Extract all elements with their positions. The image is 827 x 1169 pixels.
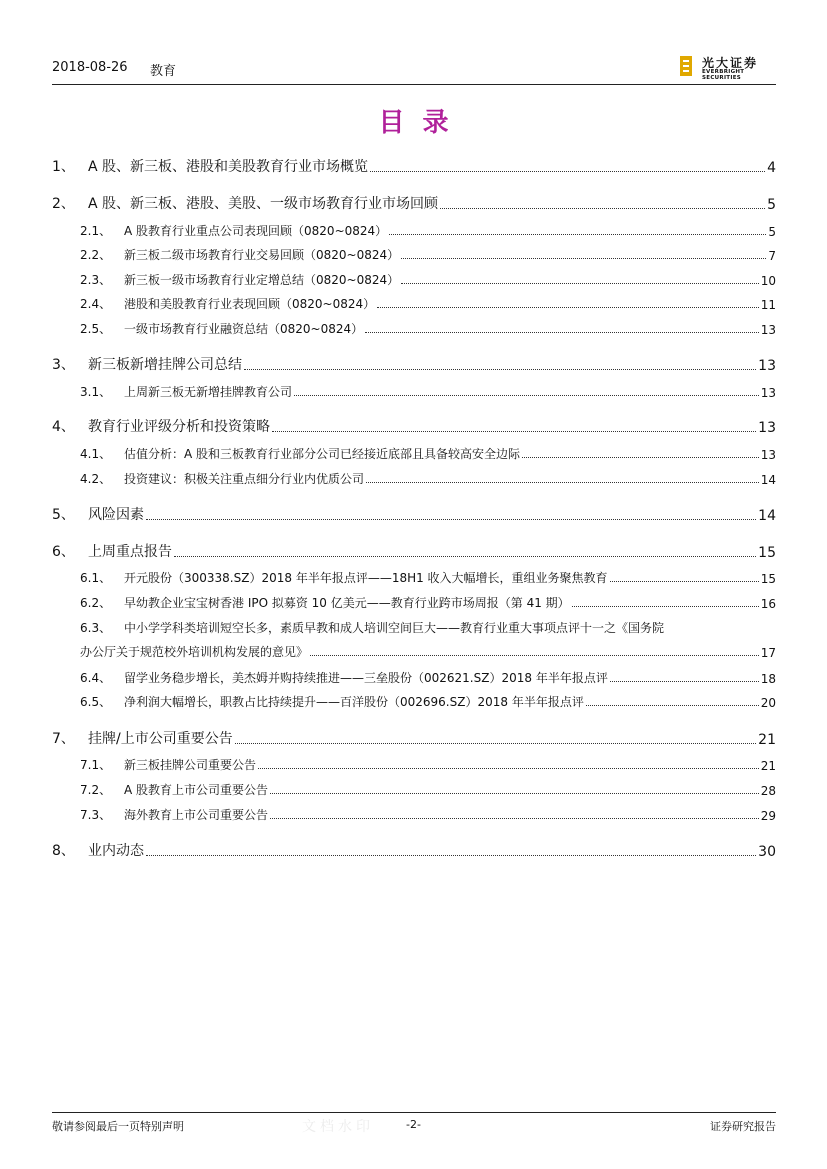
report-date: 2018-08-26 [52,60,128,75]
page-header [52,54,776,84]
toc-leader-dots [270,818,759,819]
toc-subentry[interactable] [52,320,776,337]
toc-entry-number: 3.1、 [80,385,112,399]
toc-entry-number: 6.3、 [80,621,112,635]
toc-entry-title: 新三板一级市场教育行业定增总结（0820~0824） [124,273,400,287]
toc-entry-number: 2.4、 [80,297,112,311]
toc-entry[interactable] [52,840,776,860]
toc-entry-page: 18 [760,672,776,686]
toc-entry-page: 28 [760,784,776,798]
toc-entry-page: 15 [760,572,776,586]
everbright-logo [680,54,776,82]
toc-leader-dots [370,171,765,172]
toc-entry-number: 6.5、 [80,695,112,709]
toc-entry-page: 4 [767,160,776,176]
toc-entry-title: 留学业务稳步增长，美杰姆并购持续推进——三垒股份（002621.SZ）2018 年半年报点评 [124,671,608,685]
toc-entry-title: A 股、新三板、港股和美股教育行业市场概览 [88,159,369,175]
toc-entry-title: 教育行业评级分析和投资策略 [88,419,270,435]
toc-entry-number: 5、 [52,507,75,523]
toc-entry-page: 14 [758,508,776,524]
toc-entry[interactable] [52,728,776,748]
toc-entry-number: 4、 [52,419,75,435]
toc-leader-dots [401,258,766,259]
toc-subentry[interactable] [52,806,776,823]
header-divider [52,84,776,85]
toc-subentry[interactable] [52,594,776,611]
toc-entry-page: 10 [760,274,776,288]
toc-subentry[interactable] [52,445,776,462]
toc-entry-page: 16 [760,597,776,611]
toc-leader-dots [572,606,759,607]
toc-entry-page: 13 [760,386,776,400]
toc-subentry[interactable] [52,246,776,263]
toc-entry-page: 17 [760,646,776,660]
toc-entry-title-continued: 办公厅关于规范校外培训机构发展的意见》 [80,645,309,659]
toc-entry-page: 21 [760,759,776,773]
toc-entry-title: 投资建议：积极关注重点细分行业内优质公司 [124,472,365,486]
toc-leader-dots [377,307,759,308]
everbright-logo-mark-icon [680,56,692,76]
toc-entry-number: 6、 [52,544,75,560]
toc-entry-title: 港股和美股教育行业表现回顾（0820~0824） [124,297,376,311]
toc-entry-page: 29 [760,809,776,823]
toc-entry-title: 中小学学科类培训短空长多，素质早教和成人培训空间巨大——教育行业重大事项点评十一之《国务院 [124,621,665,635]
toc-leader-dots [244,369,756,370]
toc-entry-page: 11 [760,298,776,312]
toc-entry-page: 21 [758,732,776,748]
toc-entry-title: 挂牌/上市公司重要公告 [88,731,233,747]
toc-entry-title: 业内动态 [88,843,144,859]
toc-entry-title: 上周重点报告 [88,544,172,560]
toc-entry[interactable] [52,541,776,561]
toc-entry-page: 14 [760,473,776,487]
toc-entry-title: 开元股份（300338.SZ）2018 年半年报点评——18H1 收入大幅增长，重组业务聚焦教育 [124,571,608,585]
toc-leader-dots [272,431,756,432]
toc-leader-dots [586,705,759,706]
toc-entry-title: 新三板二级市场教育行业交易回顾（0820~0824） [124,248,400,262]
toc-title: 目录 [378,108,467,138]
report-sector: 教育 [150,64,177,79]
toc-entry-number: 6.2、 [80,596,112,610]
toc-entry-page: 30 [758,844,776,860]
toc-entry[interactable] [52,156,776,176]
toc-leader-dots [401,283,759,284]
toc-subentry[interactable] [52,470,776,487]
toc-entry-number: 2.5、 [80,322,112,336]
toc-entry-title: 估值分析：A 股和三板教育行业部分公司已经接近底部且具备较高安全边际 [124,447,521,461]
toc-entry-title: 新三板挂牌公司重要公告 [124,758,257,772]
toc-entry-number: 2、 [52,196,75,212]
footer-report-type: 证券研究报告 [710,1120,776,1133]
toc-entry-number: 2.2、 [80,248,112,262]
page-number: -2- [406,1118,421,1131]
toc-entry-number: 6.1、 [80,571,112,585]
toc-entry[interactable] [52,504,776,524]
toc-entry-page: 15 [758,545,776,561]
toc-subentry[interactable] [52,271,776,288]
toc-subentry-continuation[interactable] [52,643,776,660]
toc-subentry[interactable] [52,222,776,239]
toc-entry-number: 7.2、 [80,783,112,797]
toc-entry-number: 4.2、 [80,472,112,486]
toc-entry-page: 5 [768,225,776,239]
toc-entry-title: 风险因素 [88,507,144,523]
toc-leader-dots [294,395,759,396]
toc-entry-page: 20 [760,696,776,710]
toc-entry-number: 6.4、 [80,671,112,685]
toc-entry-title: A 股教育行业重点公司表现回顾（0820~0824） [124,224,388,238]
toc-subentry[interactable] [52,569,776,586]
toc-entry-title: 净利润大幅增长，职教占比持续提升——百洋股份（002696.SZ）2018 年半年报点评 [124,695,584,709]
toc-entry-page: 13 [758,420,776,436]
footer-disclaimer: 敬请参阅最后一页特别声明 [52,1120,184,1133]
page-footer [52,1118,776,1136]
toc-entry[interactable] [52,354,776,374]
toc-entry[interactable] [52,416,776,436]
toc-entry-page: 13 [758,358,776,374]
toc-leader-dots [440,208,765,209]
logo-english-name: EVERBRIGHT SECURITIES [702,69,745,81]
footer-watermark: 文档水印 [302,1119,374,1135]
toc-entry-number: 3、 [52,357,75,373]
toc-entry-number: 8、 [52,843,75,859]
toc-leader-dots [365,332,759,333]
toc-subentry[interactable] [52,619,776,636]
toc-entry-title: 海外教育上市公司重要公告 [124,808,269,822]
toc-entry-page: 7 [768,249,776,263]
toc-entry-title: A 股、新三板、港股、美股、一级市场教育行业市场回顾 [88,196,439,212]
toc-entry-page: 13 [760,448,776,462]
toc-entry-page: 13 [760,323,776,337]
toc-leader-dots [258,768,759,769]
toc-entry-number: 2.1、 [80,224,112,238]
toc-entry-page: 5 [767,197,776,213]
toc-entry-number: 7.3、 [80,808,112,822]
toc-entry-title: 新三板新增挂牌公司总结 [88,357,242,373]
toc-entry[interactable] [52,193,776,213]
toc-leader-dots [522,457,759,458]
footer-divider [52,1112,776,1113]
logo-chinese-name: 光大证券 [702,56,759,70]
toc-leader-dots [389,234,766,235]
toc-subentry[interactable] [52,693,776,710]
toc-entry-title: 一级市场教育行业融资总结（0820~0824） [124,322,364,336]
toc-leader-dots [146,519,756,520]
toc-leader-dots [610,581,759,582]
toc-subentry[interactable] [52,756,776,773]
toc-entry-number: 2.3、 [80,273,112,287]
toc-leader-dots [270,793,759,794]
toc-leader-dots [366,482,759,483]
toc-entry-title: 上周新三板无新增挂牌教育公司 [124,385,293,399]
toc-leader-dots [146,855,756,856]
toc-leader-dots [235,743,756,744]
toc-entry-number: 1、 [52,159,75,175]
toc-entry-title: A 股教育上市公司重要公告 [124,783,269,797]
toc-subentry[interactable] [52,295,776,312]
toc-leader-dots [174,556,756,557]
toc-entry-number: 4.1、 [80,447,112,461]
toc-leader-dots [610,681,759,682]
toc-leader-dots [310,655,759,656]
toc-subentry[interactable] [52,383,776,400]
toc-entry-title: 早幼教企业宝宝树香港 IPO 拟募资 10 亿美元——教育行业跨市场周报（第 41 期） [124,596,570,610]
toc-subentry[interactable] [52,781,776,798]
toc-entry-number: 7.1、 [80,758,112,772]
toc-entry-number: 7、 [52,731,75,747]
toc-subentry[interactable] [52,669,776,686]
